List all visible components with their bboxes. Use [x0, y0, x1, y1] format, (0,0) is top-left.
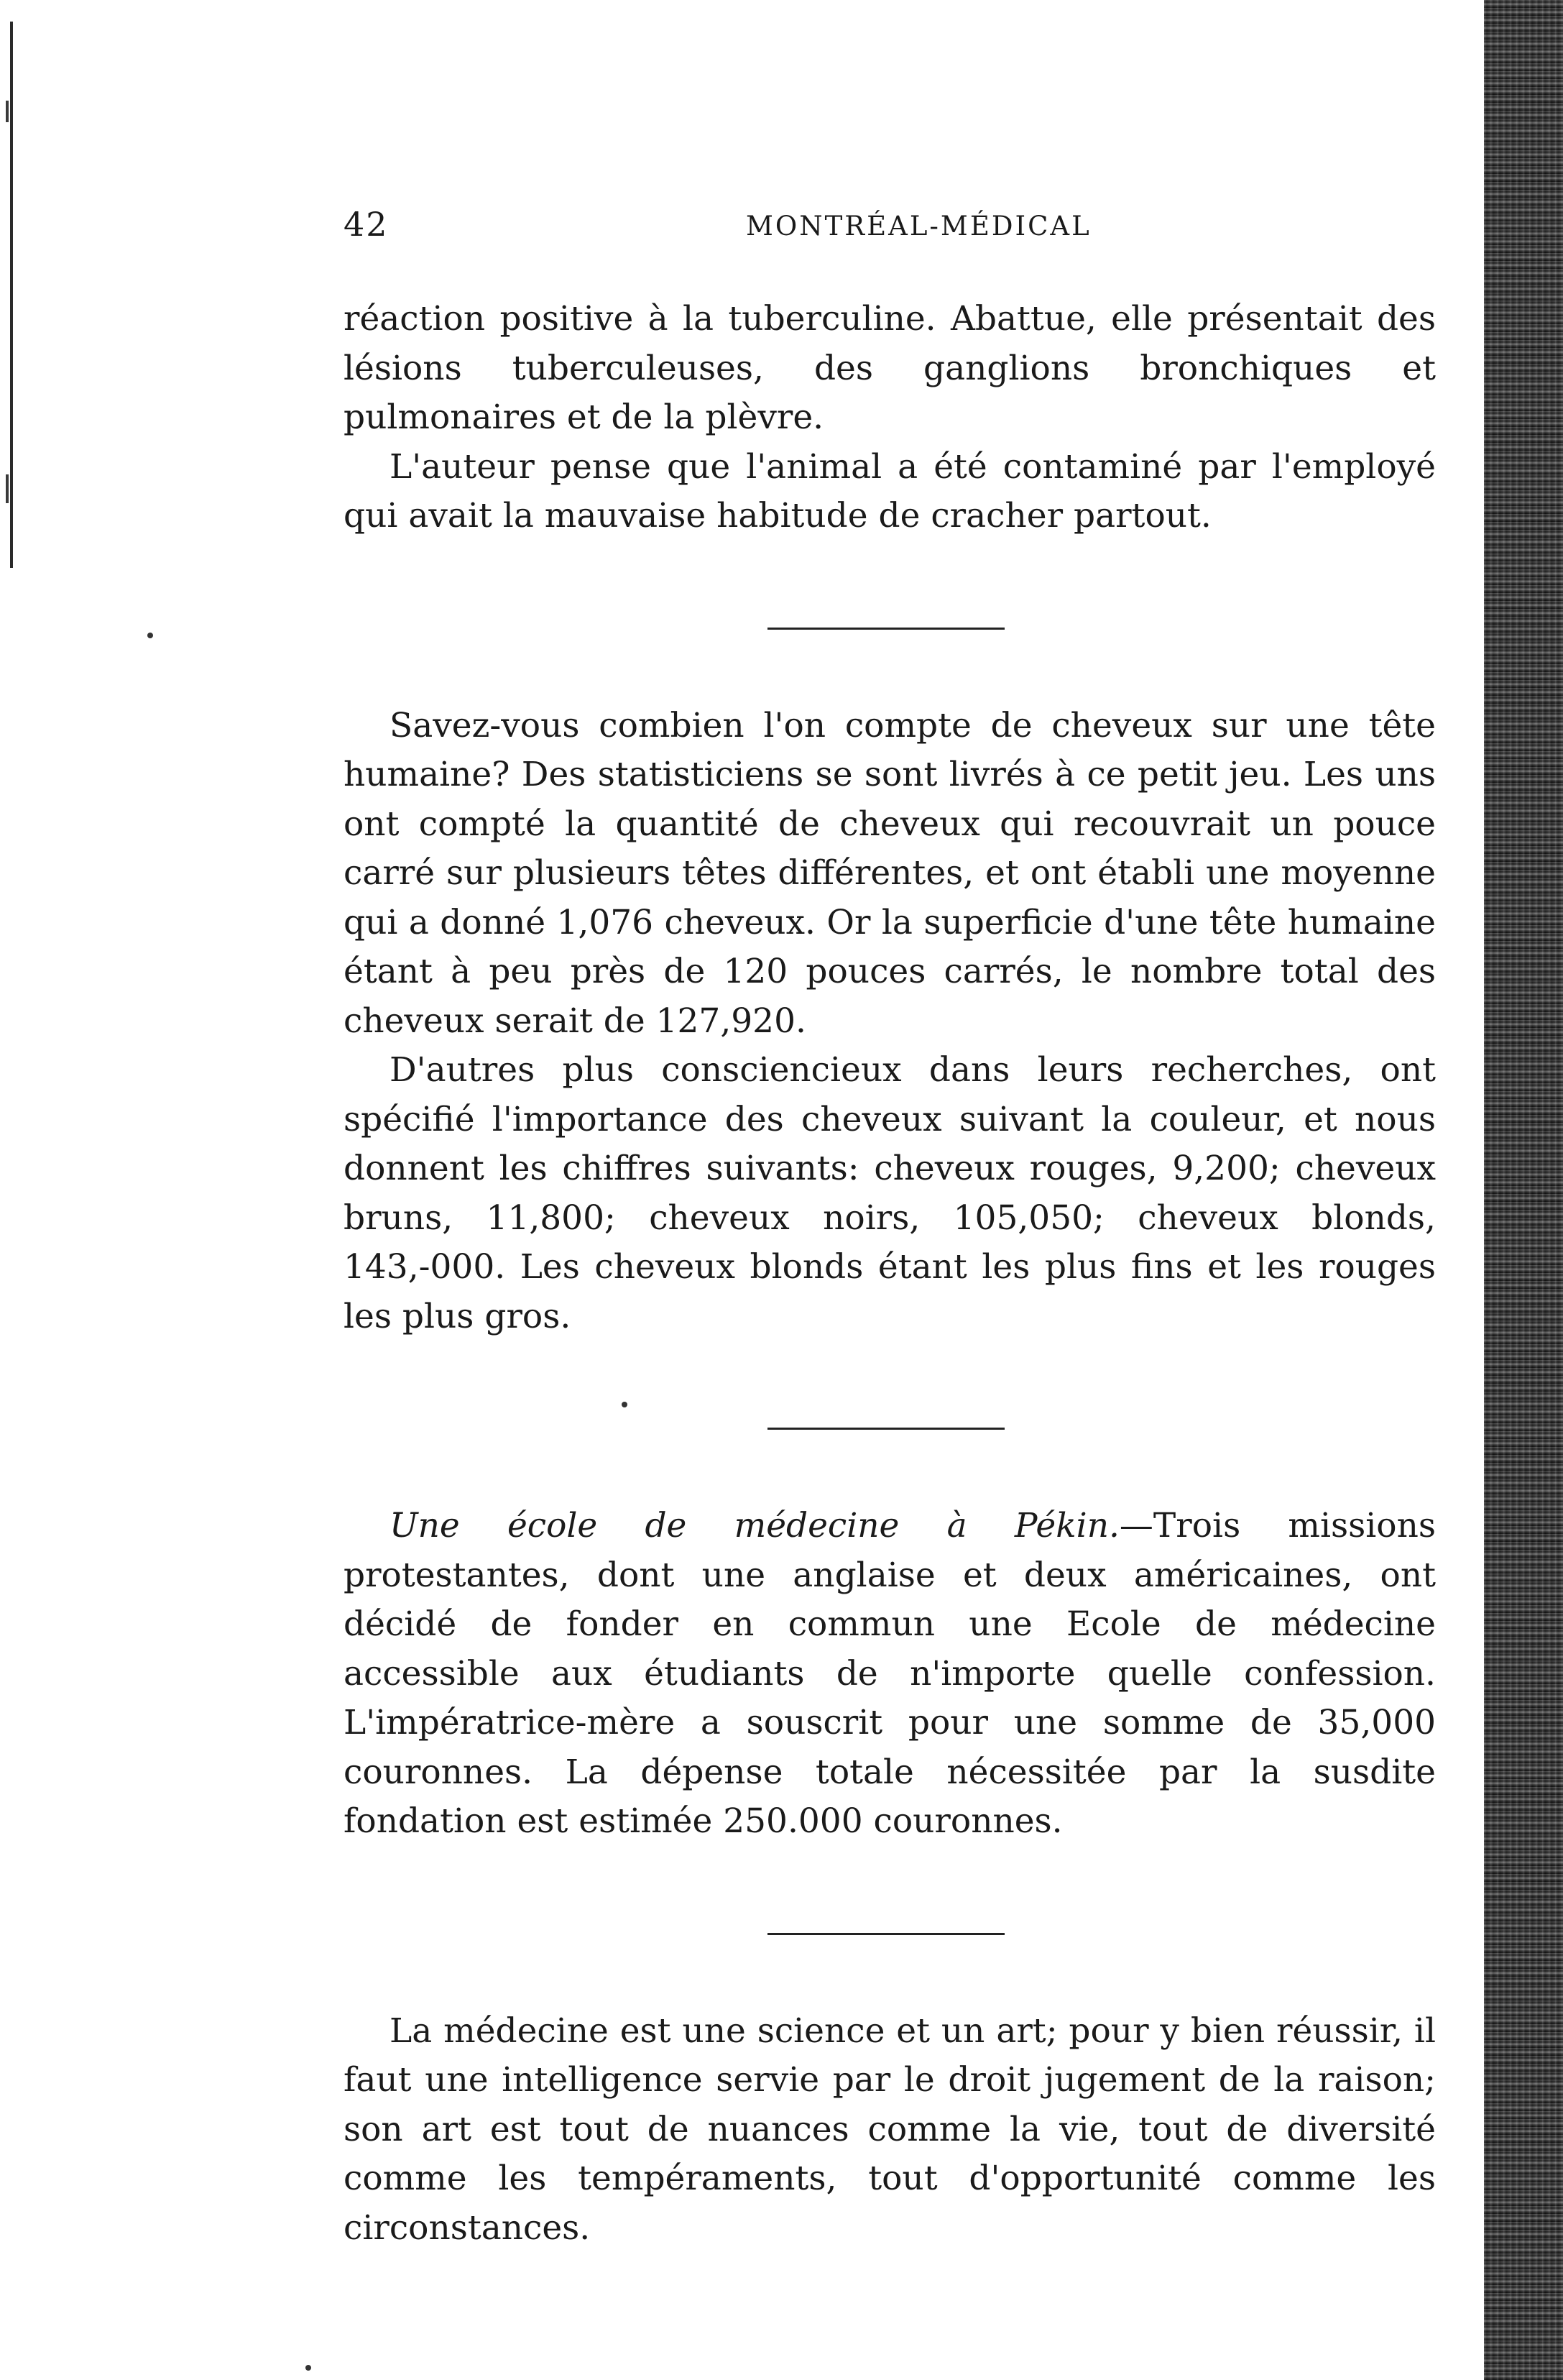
scanned-book-edge-texture	[1484, 0, 1563, 2380]
running-head: MONTRÉAL-MÉDICAL	[746, 211, 1092, 242]
paragraph: D'autres plus consciencieux dans leurs recherches, ont spécifié l'importance des cheveux suivant la couleur, et nous donnent les chiffres suivants: cheveux rouges, 9,200; cheveux bruns, 11,800; cheveux noirs, 105,050; cheveux blonds, 143,-000. Les cheveux blonds étant les plus fins et les rouges les plus gros.	[344, 1050, 1436, 1336]
page-header	[344, 205, 1465, 248]
spacer	[344, 1847, 1436, 1933]
scan-margin-tick	[6, 101, 9, 122]
paragraph: réaction positive à la tuberculine. Abattue, elle présentait des lésions tuberculeuses, des ganglions bronchiques et pulmonaires et de la plèvre.	[344, 299, 1436, 437]
spacer	[344, 1430, 1436, 1502]
article-title: Une école de médecine à Pékin.	[389, 1506, 1120, 1545]
spacer	[344, 1341, 1436, 1428]
spacer	[344, 630, 1436, 702]
scan-margin-tick	[6, 474, 9, 503]
paragraph: La médecine est une science et un art; pour y bien réussir, il faut une intelligence servie par le droit jugement de la raison; son art est tout de nuances comme la vie, tout de diversité comme les tempéraments, tout d'opportunité comme les circonstances.	[344, 2011, 1436, 2248]
paragraph: Savez-vous combien l'on compte de cheveux sur une tête humaine? Des statisticiens se sont livrés à ce petit jeu. Les uns ont compté la quantité de cheveux qui recouvrait un pouce carré sur plusieurs têtes différentes, et ont établi une moyenne qui a donné 1,076 cheveux. Or la superficie d'une tête humaine étant à peu près de 120 pouces carrés, le nombre total des cheveux serait de 127,920.	[344, 705, 1436, 1041]
page-number: 42	[344, 205, 389, 244]
scan-margin-line	[10, 22, 13, 568]
spacer	[344, 1935, 1436, 2007]
article-text: —Trois missions protestantes, dont une anglaise et deux américaines, ont décidé de fonder en commun une Ecole de médecine accessible aux étudiants de n'importe quelle confession. L'impératrice-mère a souscrit pour une somme de 35,000 couronnes. La dépense totale nécessitée par la susdite fondation est estimée 250.000 couronnes.	[344, 1506, 1436, 1841]
scan-speck	[305, 2365, 311, 2371]
paragraph: L'auteur pense que l'animal a été contaminé par l'employé qui avait la mauvaise habitude de cracher partout.	[344, 446, 1436, 536]
scan-speck	[147, 633, 153, 638]
spacer	[344, 541, 1436, 628]
paragraph	[344, 1502, 1436, 1847]
page-body	[344, 295, 1436, 2253]
scan-speck	[622, 1402, 627, 1407]
